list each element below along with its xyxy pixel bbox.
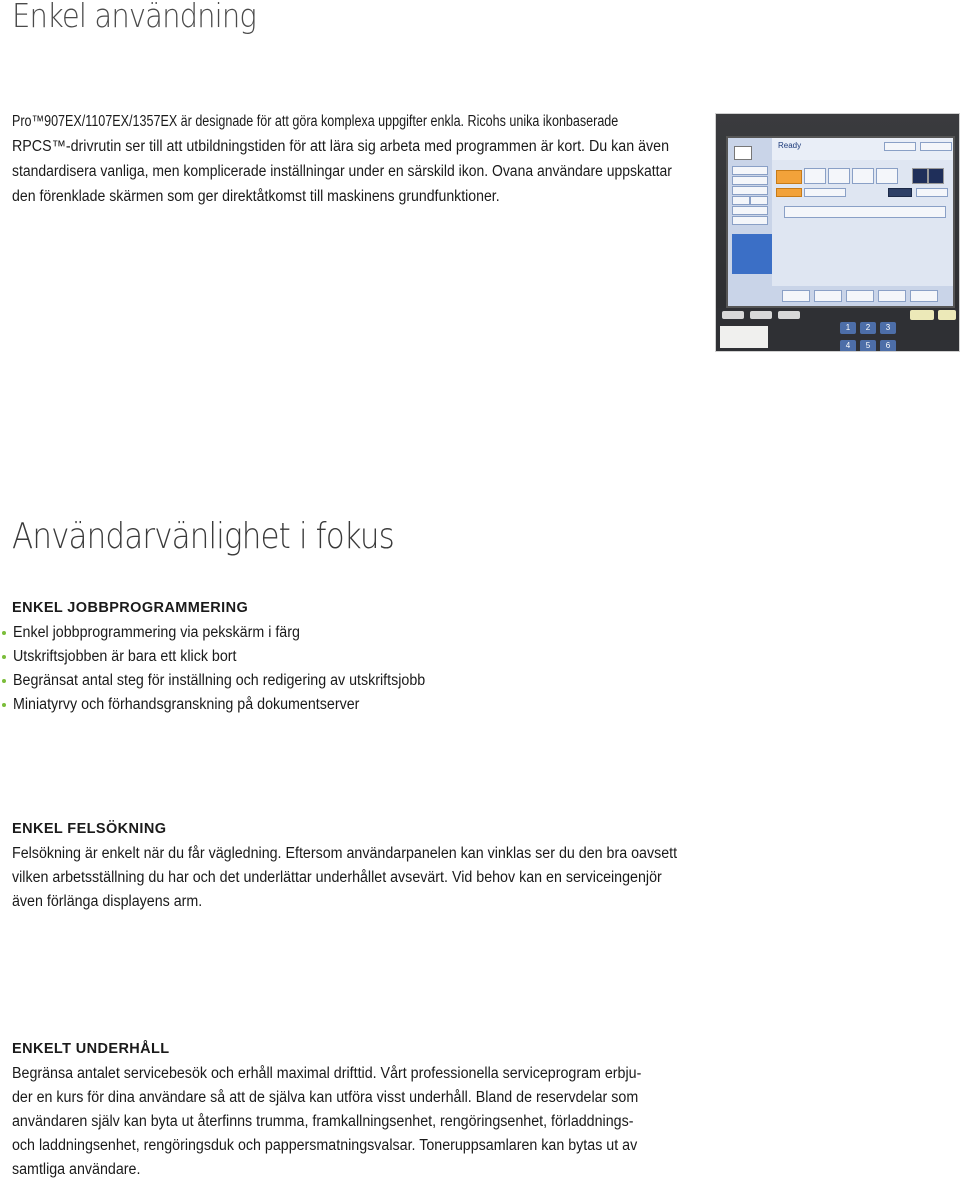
screen-blue-area xyxy=(732,234,772,274)
paragraph-line: vilken arbetsställning du har och det underlättar underhållet avsevärt. Vid behov kan en serviceingenjör xyxy=(12,869,662,886)
screen-button xyxy=(732,186,768,195)
bullet-icon xyxy=(2,703,6,707)
bullet-icon xyxy=(2,655,6,659)
panel-key xyxy=(722,311,744,319)
keypad-key: 4 xyxy=(840,340,856,352)
section-paragraph xyxy=(12,1062,712,1182)
paragraph-line: och laddningsenhet, rengöringsduk och pappersmatningsvalsar. Toneruppsamlaren kan bytas ut av xyxy=(12,1137,638,1154)
touch-screen xyxy=(726,136,955,308)
screen-button xyxy=(878,290,906,302)
screen-button xyxy=(732,206,768,215)
section-troubleshooting xyxy=(12,821,712,914)
bullet-icon xyxy=(2,679,6,683)
keypad-key: 5 xyxy=(860,340,876,352)
section-paragraph xyxy=(12,842,712,914)
section-heading: ENKELT UNDERHÅLL xyxy=(12,1041,170,1057)
list-item-text: Utskriftsjobben är bara ett klick bort xyxy=(13,648,237,665)
list-item xyxy=(12,693,712,717)
printer-control-panel-photo xyxy=(715,113,960,352)
screen-button xyxy=(732,196,750,205)
intro-text xyxy=(12,109,712,209)
section-heading: ENKEL JOBBPROGRAMMERING xyxy=(12,600,249,616)
list-item xyxy=(12,621,712,645)
screen-icon-row xyxy=(784,206,946,218)
page-title: Enkel användning xyxy=(12,0,256,35)
printer-icon xyxy=(734,146,752,160)
panel-key xyxy=(938,310,956,320)
panel-key xyxy=(910,310,934,320)
keypad-key: 2 xyxy=(860,322,876,334)
section-maintenance xyxy=(12,1041,712,1182)
list-item xyxy=(12,645,712,669)
hardware-panel xyxy=(716,308,959,351)
paragraph-line: der en kurs för dina användare så att de själva kan utföra visst underhåll. Bland de reservdelar som xyxy=(12,1089,639,1106)
section-job-programming xyxy=(12,600,712,717)
paragraph-line: Begränsa antalet servicebesök och erhåll maximal drifttid. Vårt professionella serviceprogram erbju- xyxy=(12,1065,642,1082)
copy-counter xyxy=(928,168,944,184)
screen-button xyxy=(732,166,768,175)
intro-line: Pro™907EX/1107EX/1357EX är designade för att göra komplexa uppgifter enkla. Ricohs unika ikonbaserade xyxy=(12,113,619,130)
list-item-text: Enkel jobbprogrammering via pekskärm i färg xyxy=(13,624,300,641)
screen-button xyxy=(732,176,768,185)
keypad-key: 6 xyxy=(880,340,896,352)
section-title: Användarvänlighet i fokus xyxy=(12,516,394,557)
screen-button xyxy=(782,290,810,302)
screen-button xyxy=(920,142,952,151)
paragraph-line: samtliga användare. xyxy=(12,1161,141,1178)
screen-button xyxy=(846,290,874,302)
screen-button xyxy=(852,168,874,184)
section-heading: ENKEL FELSÖKNING xyxy=(12,821,167,837)
screen-button xyxy=(888,188,912,197)
paragraph-line: Felsökning är enkelt när du får vägledning. Eftersom användarpanelen kan vinklas ser du den bra oavsett xyxy=(12,845,678,862)
screen-button xyxy=(804,168,826,184)
keypad-key: 1 xyxy=(840,322,856,334)
screen-button xyxy=(776,170,802,184)
screen-button xyxy=(884,142,916,151)
bullet-icon xyxy=(2,631,6,635)
screen-button xyxy=(732,216,768,225)
intro-line: RPCS™-drivrutin ser till att utbildningstiden för att lära sig arbeta med programmen är kort. Du kan även xyxy=(12,138,670,155)
screen-left-panel xyxy=(728,138,772,306)
list-item xyxy=(12,669,712,693)
keypad-key: 3 xyxy=(880,322,896,334)
panel-key xyxy=(750,311,772,319)
bullet-list xyxy=(12,621,712,717)
paragraph-line: även förlänga displayens arm. xyxy=(12,893,203,910)
screen-header xyxy=(772,138,953,160)
panel-key xyxy=(778,311,800,319)
intro-paragraph xyxy=(12,109,712,209)
screen-button xyxy=(916,188,948,197)
list-item-text: Miniatyrvy och förhandsgranskning på dokumentserver xyxy=(13,696,360,713)
screen-button xyxy=(814,290,842,302)
screen-button xyxy=(750,196,768,205)
intro-line: standardisera vanliga, men komplicerade inställningar under en särskild ikon. Ovana användare uppskattar xyxy=(12,163,672,180)
screen-button xyxy=(804,188,846,197)
screen-button xyxy=(828,168,850,184)
screen-button xyxy=(876,168,898,184)
quick-card xyxy=(720,326,768,348)
screen-status-text: Ready xyxy=(778,141,802,150)
copy-counter xyxy=(912,168,928,184)
screen-bottom-bar xyxy=(772,286,953,306)
intro-line: den förenklade skärmen som ger direktåtkomst till maskinens grundfunktioner. xyxy=(12,188,500,205)
list-item-text: Begränsat antal steg för inställning och redigering av utskriftsjobb xyxy=(13,672,426,689)
screen-button xyxy=(776,188,802,197)
screen-button xyxy=(910,290,938,302)
paragraph-line: användaren själv kan byta ut återfinns trumma, framkallningsenhet, rengöringsenhet, förladdnings- xyxy=(12,1113,634,1130)
